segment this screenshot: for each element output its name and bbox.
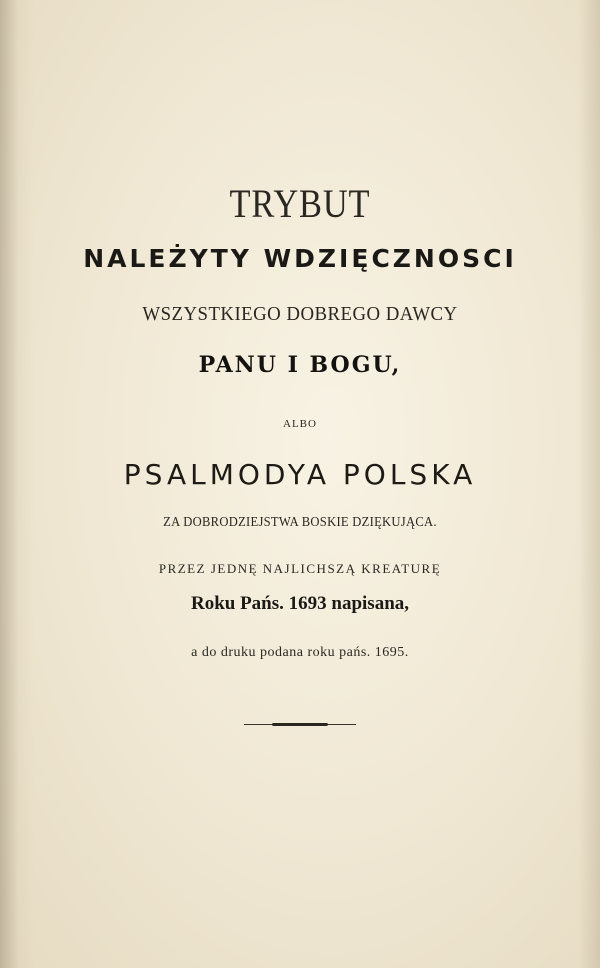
dedication-line: WSZYSTKIEGO DOBREGO DAWCY [142, 303, 458, 325]
author-line: PRZEZ JEDNĘ NAJLICHSZĄ KREATURĘ [158, 561, 442, 576]
book-subtitle: NALEŻYTY WDZIĘCZNOSCI [83, 244, 517, 273]
alternate-subtitle: ZA DOBRODZIEJSTWA BOSKIE DZIĘKUJĄCA. [163, 515, 437, 530]
printed-year-line: a do druku podana roku pańs. 1695. [191, 645, 409, 660]
alternate-title: PSALMODYA POLSKA [123, 458, 477, 491]
rule-thick-line [272, 723, 328, 726]
book-title: TRYBUT [229, 181, 371, 226]
dedication-name: PANU I BOGU, [198, 352, 402, 378]
written-year-line: Roku Pańs. 1693 napisana, [190, 593, 410, 614]
ornamental-rule [244, 722, 356, 728]
conjunction-line: ALBO [283, 418, 317, 430]
